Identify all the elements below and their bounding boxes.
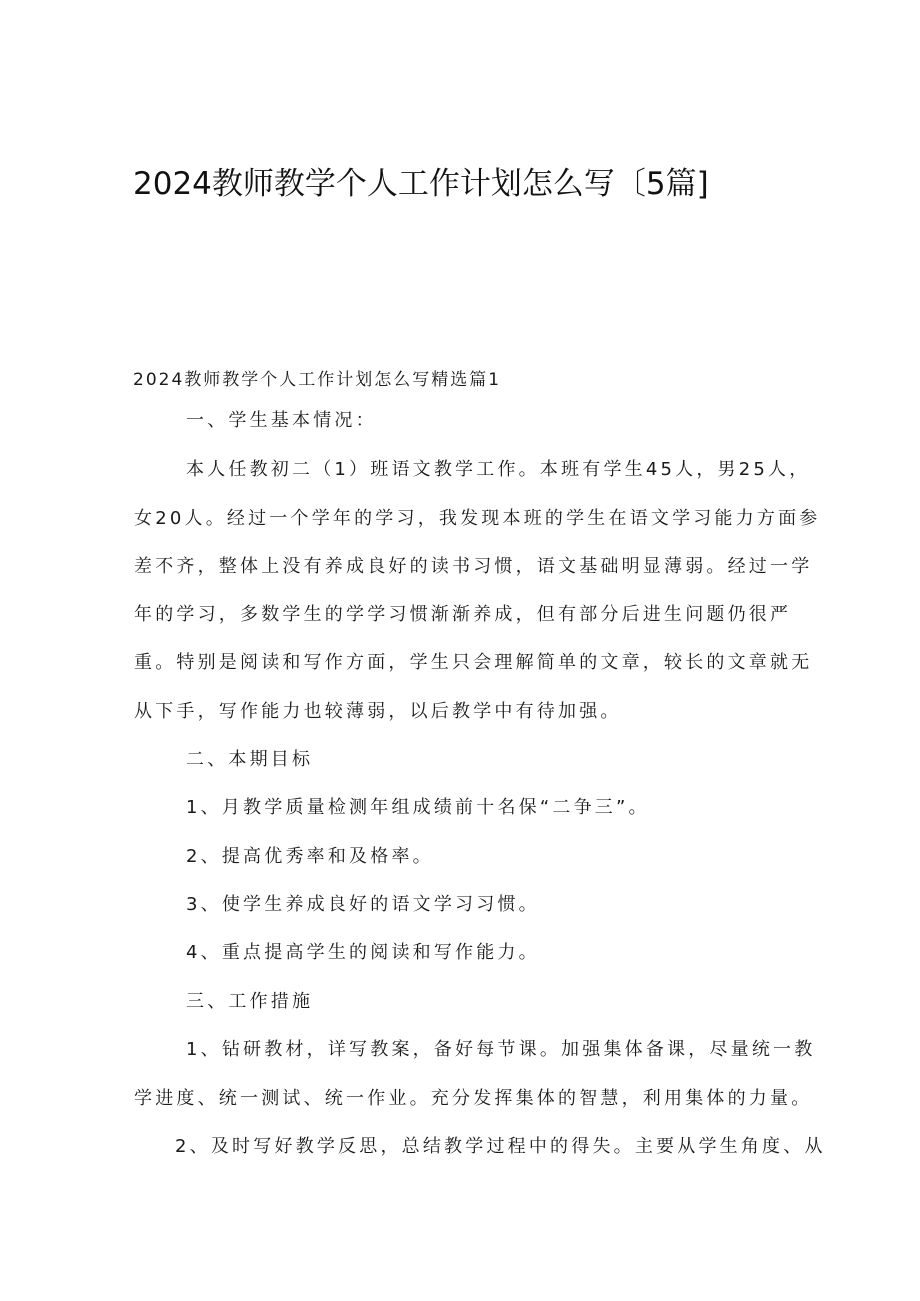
list-item: 1、月教学质量检测年组成绩前十名保“二争三”。 <box>186 797 650 818</box>
document-title: 2024教师教学个人工作计划怎么写〔5篇] <box>133 166 709 202</box>
section-heading: 2024教师教学个人工作计划怎么写精选篇1 <box>133 370 502 390</box>
heading-work-measures: 三、工作措施 <box>186 991 314 1012</box>
paragraph-line: 差不齐，整体上没有养成良好的读书习惯，语文基础明显薄弱。经过一学 <box>134 556 813 577</box>
list-item: 4、重点提高学生的阅读和写作能力。 <box>186 942 540 963</box>
heading-student-situation: 一、学生基本情况： <box>186 410 377 431</box>
heading-term-goals: 二、本期目标 <box>186 749 314 770</box>
paragraph-line: 本人任教初二（1）班语文教学工作。本班有学生45人，男25人， <box>186 459 811 480</box>
paragraph-line: 2、及时写好教学反思，总结教学过程中的得失。主要从学生角度、从 <box>175 1136 826 1157</box>
paragraph-line: 从下手，写作能力也较薄弱，以后教学中有待加强。 <box>134 701 622 722</box>
list-item: 2、提高优秀率和及格率。 <box>186 846 434 867</box>
paragraph-line: 年的学习，多数学生的学学习惯渐渐养成，但有部分后进生问题仍很严 <box>134 604 792 625</box>
paragraph-line: 女20人。经过一个学年的学习，我发现本班的学生在语文学习能力方面参 <box>134 508 821 529</box>
paragraph-line: 重。特别是阅读和写作方面，学生只会理解简单的文章，较长的文章就无 <box>134 652 813 673</box>
list-item: 3、使学生养成良好的语文学习习惯。 <box>186 894 540 915</box>
paragraph-line: 1、钻研教材，详写教案，备好每节课。加强集体备课，尽量统一教 <box>186 1039 816 1060</box>
paragraph-line: 学进度、统一测试、统一作业。充分发挥集体的智慧，利用集体的力量。 <box>134 1088 813 1109</box>
